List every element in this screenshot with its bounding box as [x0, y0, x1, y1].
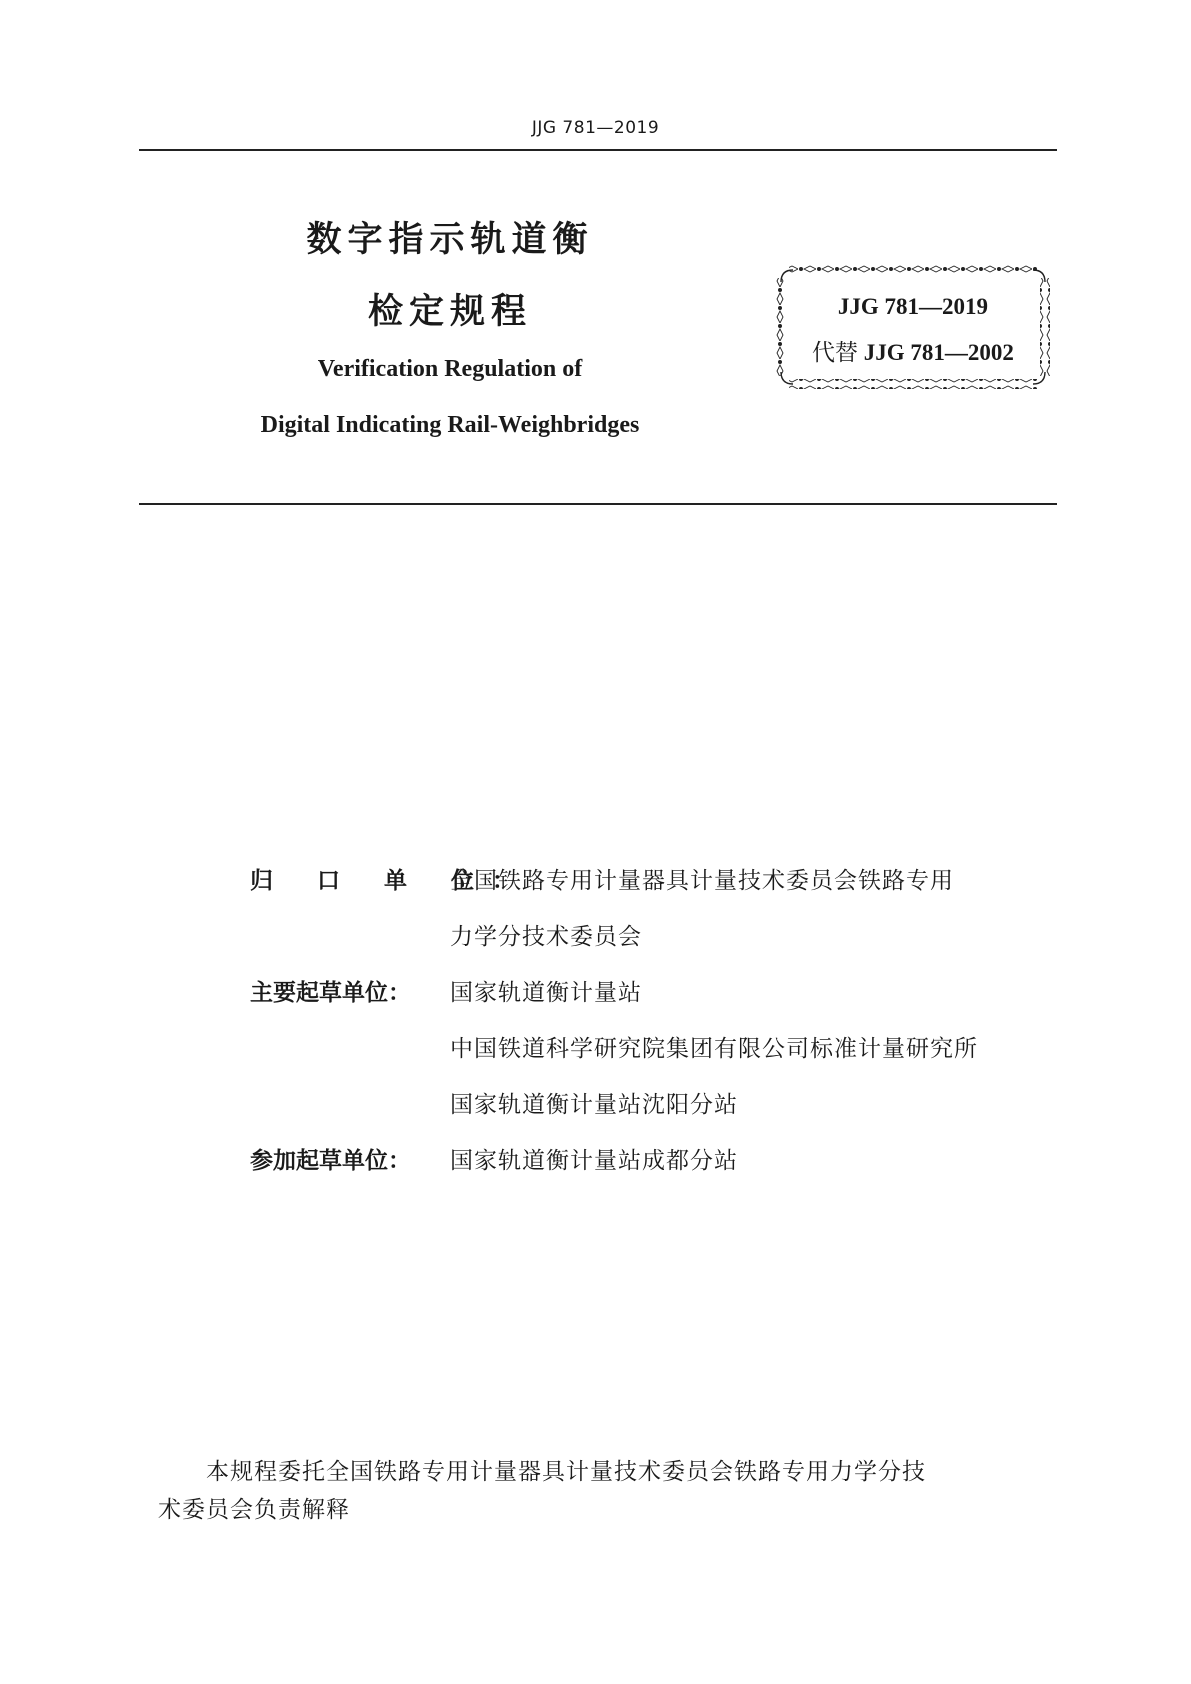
decorative-border-icon [775, 264, 1051, 390]
responsible-unit-value-line1: 全国铁路专用计量器具计量技术委员会铁路专用 [450, 868, 954, 894]
title-chinese-line1: 数字指示轨道衡 [306, 220, 594, 260]
note-line2: 术委员会负责解释 [158, 1497, 350, 1523]
note-line1: 本规程委托全国铁路专用计量器具计量技术委员会铁路专用力学分技 [206, 1459, 926, 1485]
interpretation-note [158, 1453, 1058, 1529]
participating-drafters-label: 参加起草单位： [250, 1148, 411, 1174]
main-drafters-label: 主要起草单位： [250, 980, 411, 1006]
standard-code: JJG 781—2019 [837, 294, 989, 319]
responsible-unit-value-line2: 力学分技术委员会 [450, 924, 642, 950]
responsible-unit-label: 归 口 单 位： [250, 868, 534, 894]
header-divider [139, 149, 1057, 151]
title-english-line1: Verification Regulation of [317, 356, 583, 382]
title-chinese-line2: 检定规程 [367, 292, 532, 332]
main-drafter-3: 国家轨道衡计量站沈阳分站 [450, 1092, 738, 1118]
main-drafter-1: 国家轨道衡计量站 [450, 980, 642, 1006]
title-divider [139, 503, 1057, 505]
title-english-line2: Digital Indicating Rail-Weighbridges [260, 412, 640, 438]
main-drafter-2: 中国铁道科学研究院集团有限公司标准计量研究所 [450, 1036, 978, 1062]
running-header: JJG 781—2019 [531, 118, 660, 138]
participating-drafter: 国家轨道衡计量站成都分站 [450, 1148, 738, 1174]
replaces-line [775, 334, 1051, 367]
standard-number-box [775, 264, 1051, 390]
replaced-standard-code: JJG 781—2002 [863, 340, 1014, 365]
replaces-prefix: 代替 [812, 340, 859, 365]
